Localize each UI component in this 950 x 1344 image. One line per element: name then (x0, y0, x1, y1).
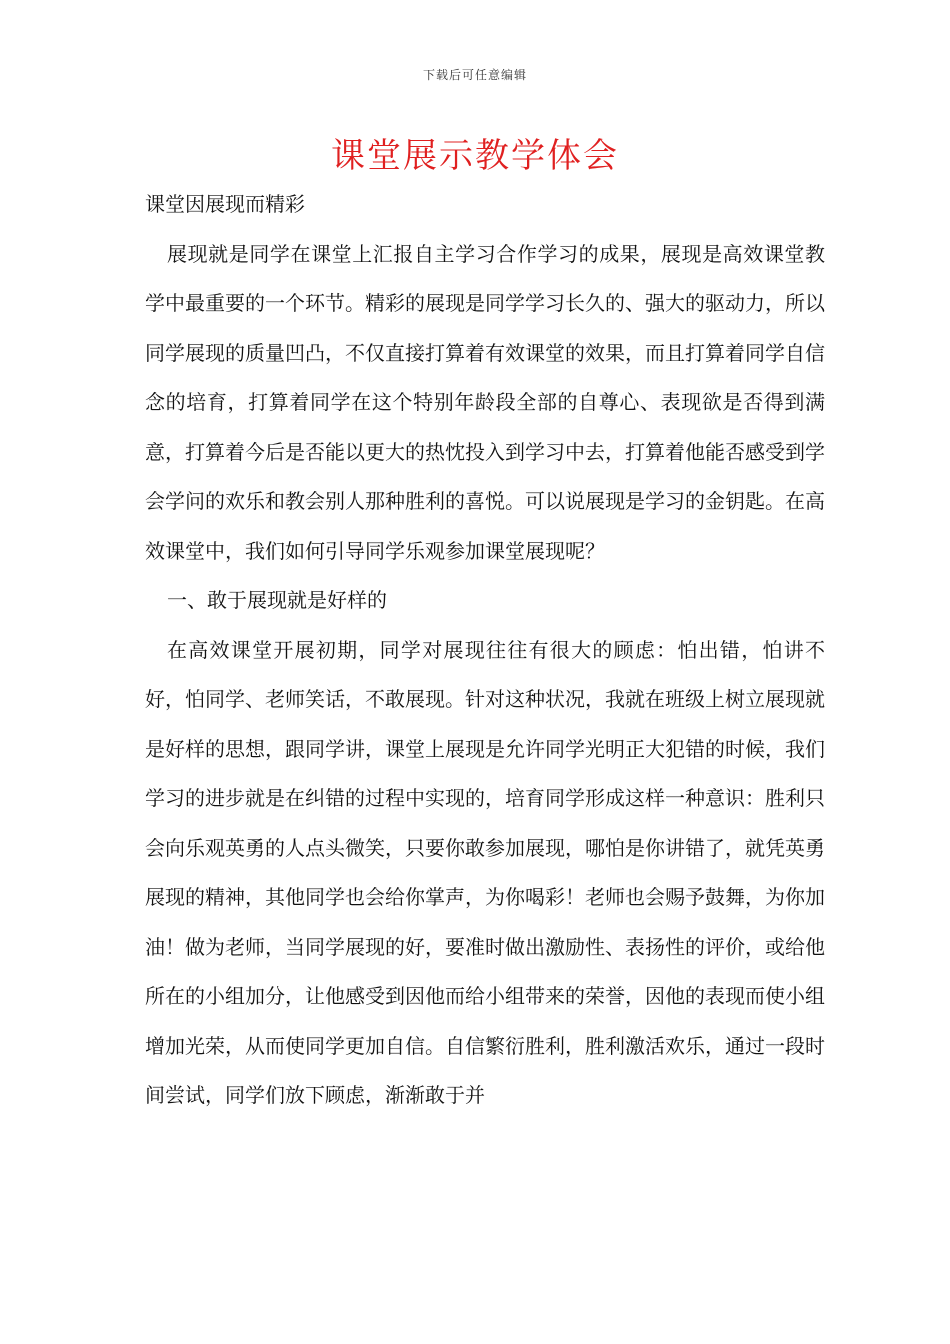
document-title: 课堂展示教学体会 (331, 136, 619, 176)
paragraph-intro: 展现就是同学在课堂上汇报自主学习合作学习的成果，展现是高效课堂教学中最重要的一个环节。精彩的展现是同学学习长久的、强大的驱动力，所以同学展现的质量凹凸，不仅直接打算着有效课堂的效果，而且打算着同学自信念的培育，打算着同学在这个特别年龄段全部的自尊心、表现欲是否得到满意，打算着今后是否能以更大的热忱投入到学习中去，打算着他能否感受到学会学问的欢乐和教会别人那种胜利的喜悦。可以说展现是学习的金钥匙。在高效课堂中，我们如何引导同学乐观参加课堂展现呢？ (145, 241, 825, 563)
paragraph-section-1: 在高效课堂开展初期，同学对展现往往有很大的顾虑：怕出错，怕讲不好，怕同学、老师笑话，不敢展现。针对这种状况，我就在班级上树立展现就是好样的思想，跟同学讲，课堂上展现是允许同学光明正大犯错的时候，我们学习的进步就是在纠错的过程中实现的，培育同学形成这样一种意识：胜利只会向乐观英勇的人点头微笑，只要你敢参加展现，哪怕是你讲错了，就凭英勇展现的精神，其他同学也会给你掌声，为你喝彩！老师也会赐予鼓舞，为你加油！做为老师，当同学展现的好，要准时做出激励性、表扬性的评价，或给他所在的小组加分，让他感受到因他而给小组带来的荣誉，因他的表现而使小组增加光荣，从而使同学更加自信。自信繁衍胜利，胜利激活欢乐，通过一段时间尝试，同学们放下顾虑，渐渐敢于并 (145, 637, 825, 1107)
document-body (145, 180, 825, 1121)
subtitle: 课堂因展现而精彩 (145, 192, 305, 216)
header-note: 下载后可任意编辑 (422, 68, 527, 82)
section-heading-1: 一、敢于展现就是好样的 (167, 588, 387, 612)
